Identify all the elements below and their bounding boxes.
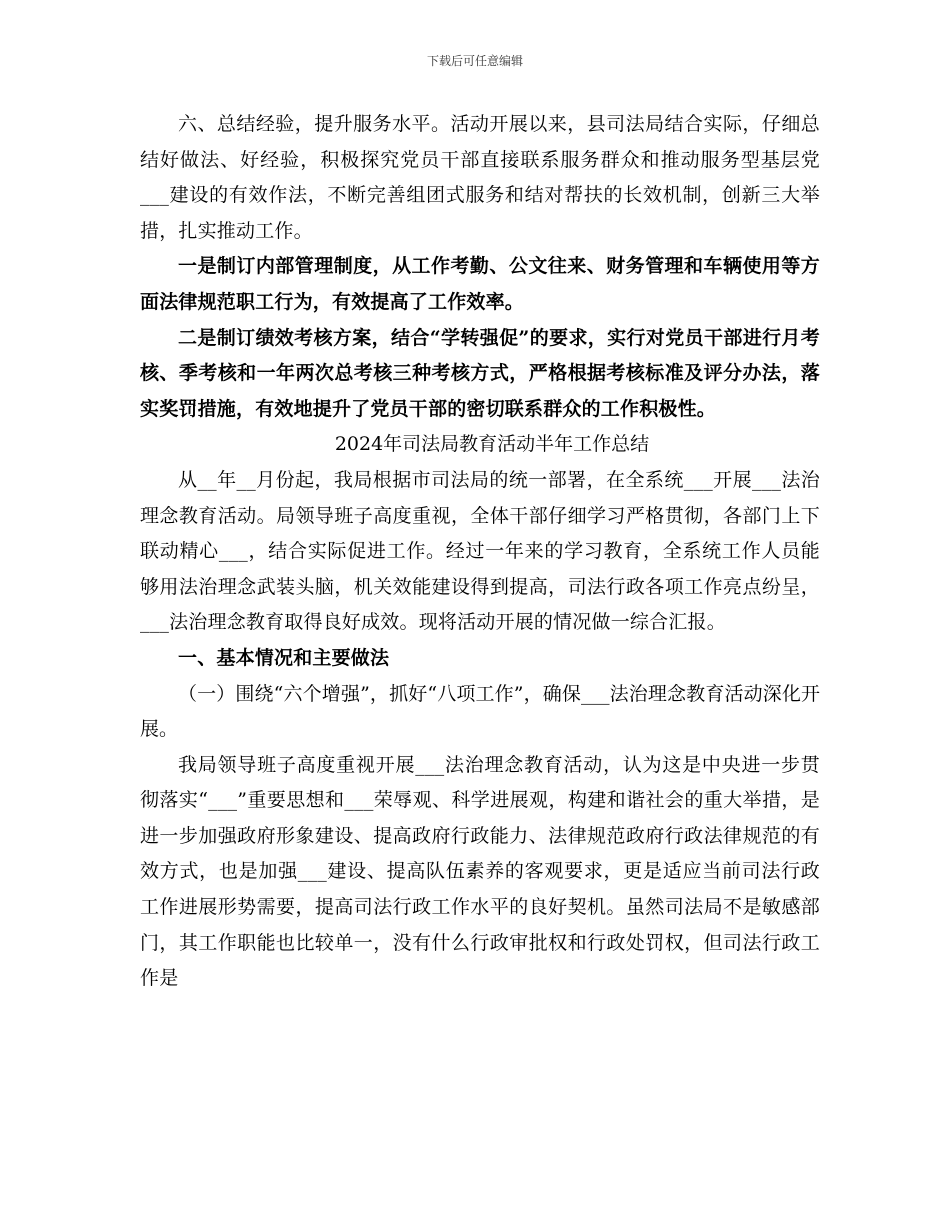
subsection-heading: （一）围绕“六个增强”，抓好“八项工作”，确保___法治理念教育活动深化开展。	[140, 682, 820, 741]
paragraph-intro: 从__年__月份起，我局根据市司法局的统一部署，在全系统___开展___法治理念教育活动。局领导班子高度重视，全体干部仔细学习严格贯彻，各部门上下联动精心___，结合实际促进工作。经过一年来的学习教育，全系统工作人员能够用法治理念武装头脑，机关效能建设得到提高，司法行政各项工作亮点纷呈，___法治理念教育取得良好成效。现将活动开展的情况做一综合汇报。	[140, 468, 820, 634]
paragraph-summary: 六、总结经验，提升服务水平。活动开展以来，县司法局结合实际，仔细总结好做法、好经验，积极探究党员干部直接联系服务群众和推动服务型基层党___建设的有效作法，不断完善组团式服务和结对帮扶的长效机制，创新三大举措，扎实推动工作。	[140, 113, 820, 242]
document-body	[140, 107, 820, 997]
paragraph-body: 我局领导班子高度重视开展___法治理念教育活动，认为这是中央进一步贯彻落实“___”重要思想和___荣辱观、科学进展观，构建和谐社会的重大举措，是进一步加强政府形象建设、提高政府行政能力、法律规范政府行政法律规范的有效方式，也是加强___建设、提高队伍素养的客观要求，更是适应当前司法行政工作进展形势需要，提高司法行政工作水平的良好契机。虽然司法局不是敏感部门，其工作职能也比较单一，没有什么行政审批权和行政处罚权，但司法行政工作是	[140, 753, 820, 990]
paragraph-measure-one: 一是制订内部管理制度，从工作考勤、公文往来、财务管理和车辆使用等方面法律规范职工行为，有效提高了工作效率。	[140, 255, 820, 313]
document-title: 2024年司法局教育活动半年工作总结	[334, 433, 650, 456]
section-heading: 一、基本情况和主要做法	[178, 646, 390, 669]
paragraph-measure-two: 二是制订绩效考核方案，结合“学转强促”的要求，实行对党员干部进行月考核、季考核和一年两次总考核三种考核方式，严格根据考核标准及评分办法，落实奖罚措施，有效地提升了党员干部的密切联系群众的工作积极性。	[140, 326, 820, 420]
page-header: 下载后可任意编辑	[426, 54, 523, 68]
